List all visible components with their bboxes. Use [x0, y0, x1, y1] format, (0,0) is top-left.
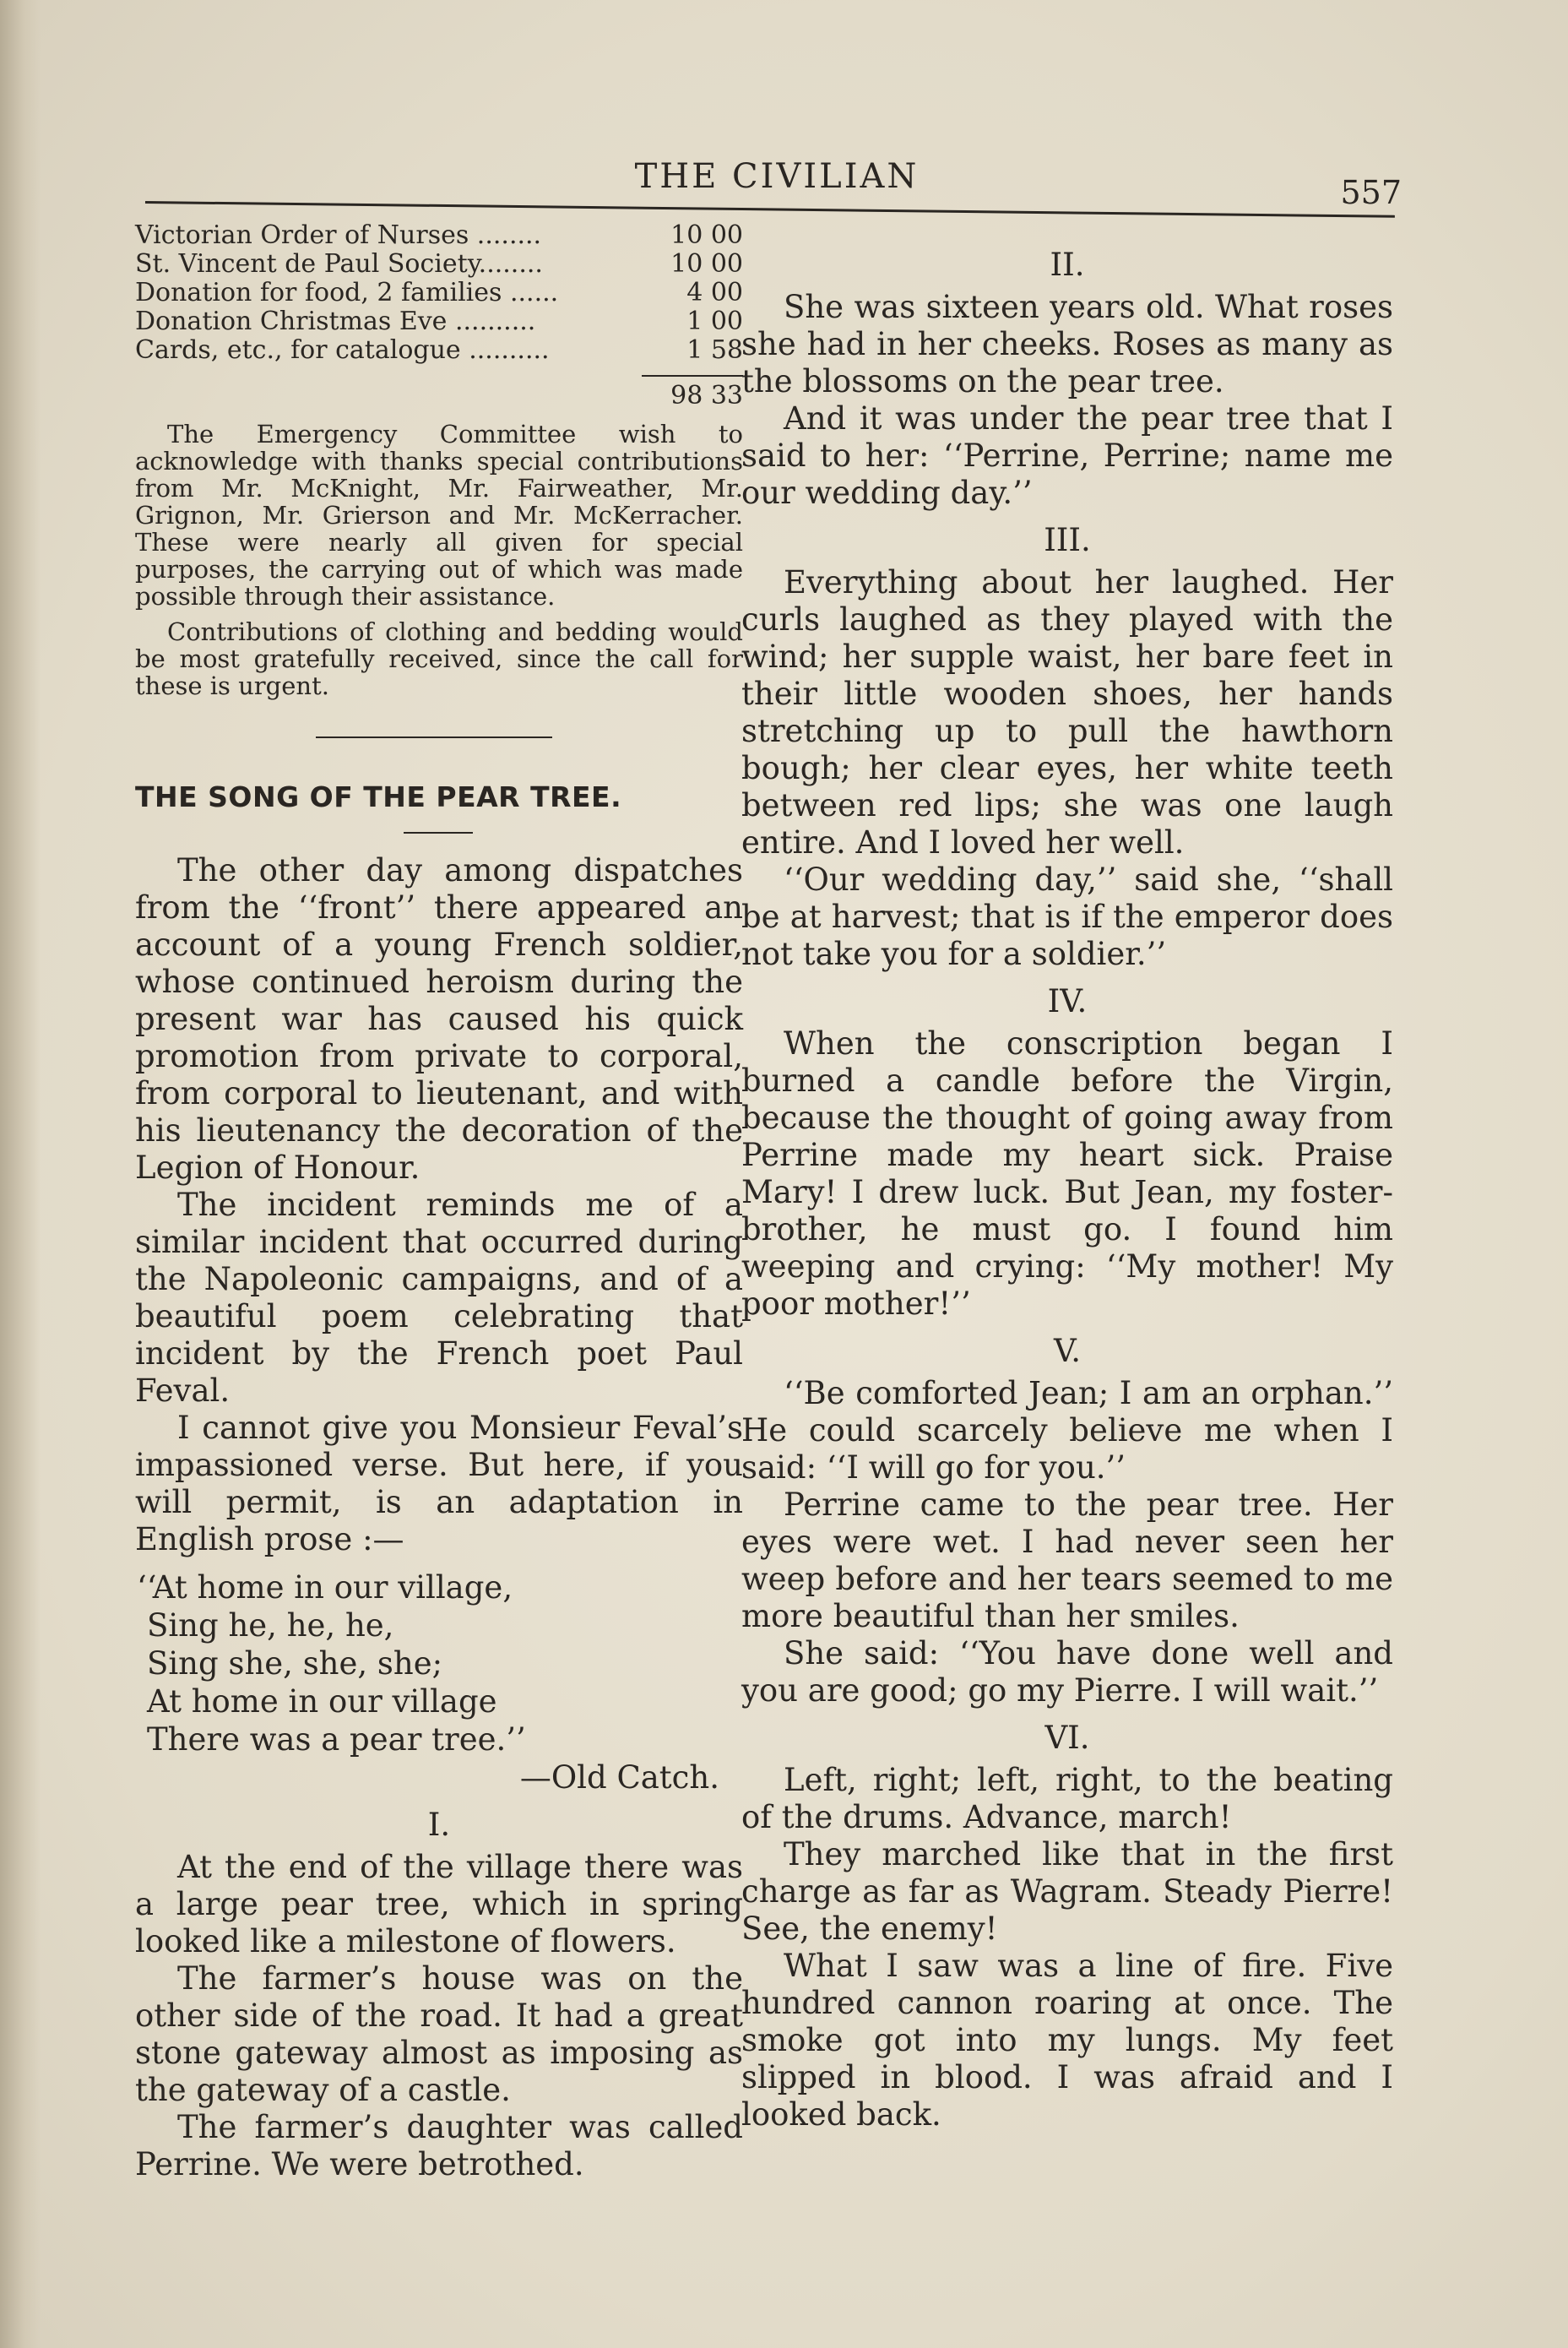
- book-spine-shadow: [0, 0, 41, 2348]
- ledger-label: St. Vincent de Paul Society........: [135, 249, 543, 279]
- section-numeral: II.: [1050, 247, 1085, 283]
- intro-paragraph: The incident reminds me of a similar incident that occurred during the Napoleonic campaigns, and of a beautiful poem celebrating that incident by the French poet Paul Feval.: [135, 1187, 743, 1409]
- ledger-label: Donation for food, 2 families ......: [135, 278, 559, 307]
- ledger-label: Cards, etc., for catalogue ..........: [135, 335, 550, 365]
- ledger-total: 98 33: [670, 381, 743, 410]
- running-head: THE CIVILIAN: [634, 157, 920, 196]
- section-paragraph: And it was under the pear tree that I said to her: ‘‘Perrine, Perrine; name me our wedding day.’’: [741, 400, 1393, 511]
- ledger-label: Victorian Order of Nurses ........: [135, 220, 542, 250]
- right-column: [741, 247, 1393, 2133]
- ledger-row: [135, 307, 743, 336]
- ledger-label: Donation Christmas Eve ..........: [135, 307, 536, 336]
- page-number: 557: [1340, 174, 1402, 211]
- section-paragraph: ‘‘Our wedding day,’’ said she, ‘‘shall be at harvest; that is if the emperor does not take you for a soldier.’’: [741, 861, 1393, 972]
- section-paragraph: When the conscription began I burned a candle before the Virgin, because the thought of going away from Perrine made my heart sick. Praise Mary! I drew luck. But Jean, my foster-brother, he must go. I found him weeping and crying: ‘‘My mother! My poor mother!’’: [741, 1025, 1393, 1322]
- ledger-total-rule: [642, 375, 743, 377]
- verse-line: Sing she, she, she;: [147, 1645, 443, 1682]
- left-column: [135, 221, 743, 2183]
- ledger-row: [135, 250, 743, 279]
- section-paragraph: She was sixteen years old. What roses she had in her cheeks. Roses as many as the blossoms on the pear tree.: [741, 289, 1393, 399]
- verse-line: ‘‘At home in our village,: [137, 1569, 513, 1606]
- article-title: THE SONG OF THE PEAR TREE.: [135, 780, 622, 813]
- header-rule: [145, 201, 1395, 218]
- section-numeral: V.: [1053, 1333, 1081, 1369]
- section-divider: [316, 736, 552, 738]
- section-numeral: III.: [1044, 522, 1091, 558]
- section-paragraph: Left, right; left, right, to the beating of the drums. Advance, march!: [741, 1762, 1393, 1835]
- ledger-amount: 4 00: [686, 278, 743, 307]
- intro-paragraph: The other day among dispatches from the ‘‘front’’ there appeared an account of a young French soldier, whose continued heroism during the present war has caused his quick promotion from private to corporal, from corporal to lieutenant, and with his lieutenancy the decoration of the Legion of Honour.: [135, 852, 743, 1186]
- section-numeral: I.: [427, 1807, 451, 1843]
- verse-line: There was a pear tree.’’: [147, 1721, 526, 1758]
- contributions-appeal: Contributions of clothing and bedding would be most gratefully received, since the call for these is urgent.: [135, 617, 743, 700]
- section-paragraph: She said: ‘‘You have done well and you are good; go my Pierre. I will wait.’’: [741, 1635, 1393, 1709]
- section-paragraph: At the end of the village there was a large pear tree, which in spring looked like a milestone of flowers.: [135, 1849, 743, 1959]
- committee-acknowledgement: The Emergency Committee wish to acknowledge with thanks special contributions from Mr. McKnight, Mr. Fairweather, Mr. Grignon, Mr. Grierson and Mr. McKerracher. These were nearly all given for special purposes, the carrying out of which was made possible through their assistance.: [135, 420, 743, 611]
- ledger-amount: 1 00: [686, 307, 743, 336]
- verse-line: At home in our village: [147, 1683, 497, 1720]
- intro-paragraph: I cannot give you Monsieur Feval’s impassioned verse. But here, if you will permit, is an adaptation in English prose :—: [135, 1410, 743, 1557]
- ledger-amount: 10 00: [670, 249, 743, 279]
- verse-line: Sing he, he, he,: [147, 1607, 394, 1644]
- verse-attribution: —Old Catch.: [519, 1759, 719, 1796]
- section-numeral: VI.: [1044, 1720, 1090, 1756]
- section-numeral: IV.: [1047, 983, 1088, 1019]
- section-paragraph: The farmer’s house was on the other side of the road. It had a great stone gateway almost as imposing as the gateway of a castle.: [135, 1960, 743, 2108]
- ledger-row: [135, 279, 743, 307]
- section-paragraph: Everything about her laughed. Her curls laughed as they played with the wind; her supple waist, her bare feet in their little wooden shoes, her hands stretching up to pull the hawthorn bough; her clear eyes, her white teeth between red lips; she was one laugh entire. And I loved her well.: [741, 564, 1393, 861]
- ledger-row: [135, 221, 743, 250]
- verse-epigraph: [135, 1568, 743, 1758]
- ledger-row: [135, 336, 743, 365]
- ledger-amount: 1 58: [686, 335, 743, 365]
- ledger-amount: 10 00: [670, 220, 743, 250]
- section-paragraph: What I saw was a line of fire. Five hundred cannon roaring at once. The smoke got into my lungs. My feet slipped in blood. I was afraid and I looked back.: [741, 1948, 1393, 2133]
- expense-ledger: [135, 221, 743, 410]
- section-paragraph: The farmer’s daughter was called Perrine. We were betrothed.: [135, 2109, 743, 2182]
- section-paragraph: ‘‘Be comforted Jean; I am an orphan.’’ He could scarcely believe me when I said: ‘‘I will go for you.’’: [741, 1375, 1393, 1486]
- section-paragraph: They marched like that in the first charge as far as Wagram. Steady Pierre! See, the enemy!: [741, 1836, 1393, 1947]
- section-paragraph: Perrine came to the pear tree. Her eyes were wet. I had never seen her weep before and her tears seemed to me more beautiful than her smiles.: [741, 1487, 1393, 1634]
